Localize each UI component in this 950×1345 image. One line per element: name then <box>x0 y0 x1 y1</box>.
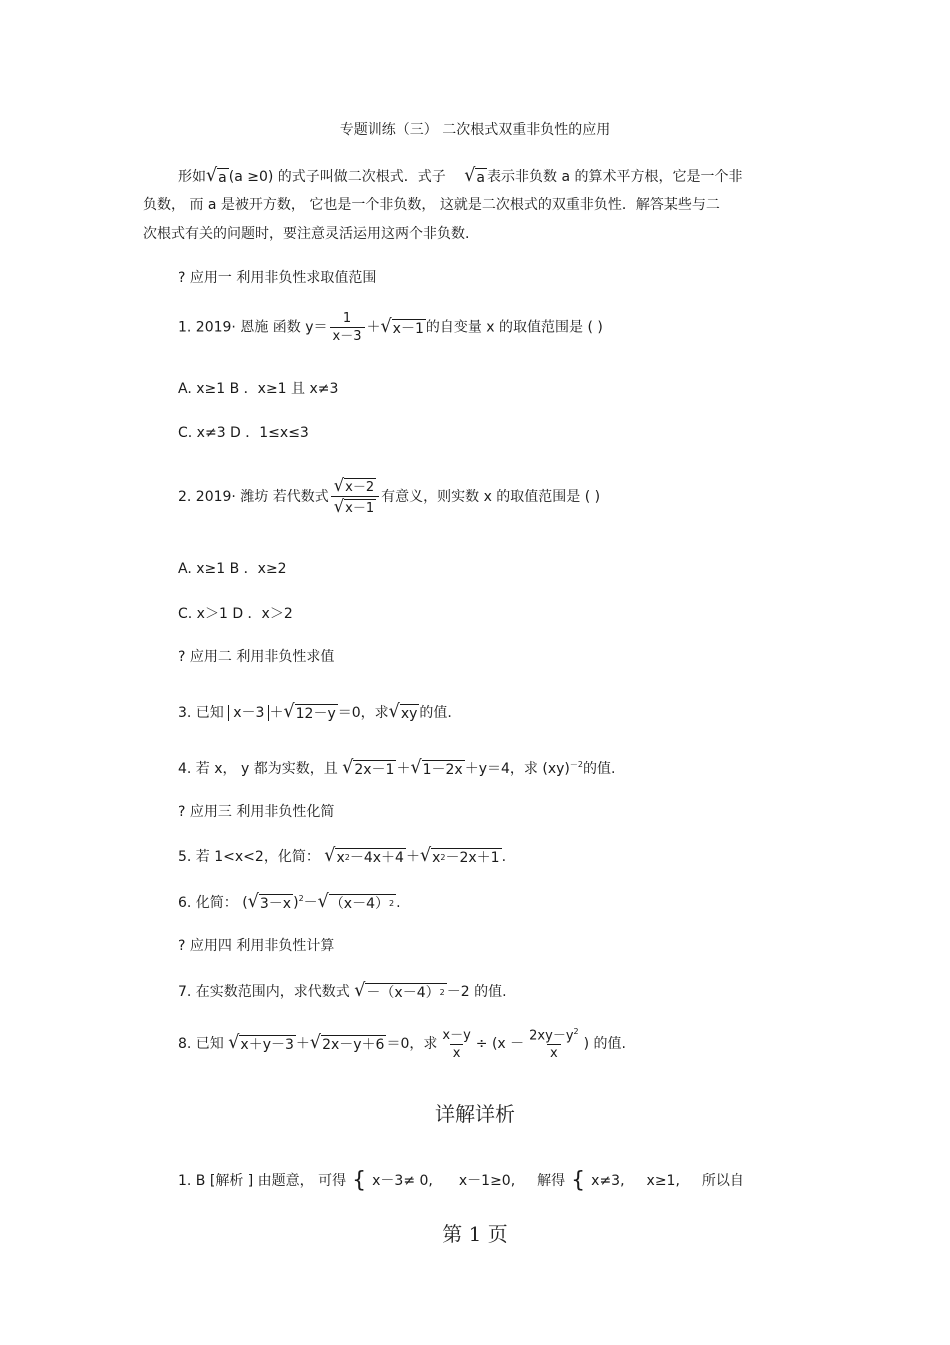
section-2-heading: ? 应用二 利用非负性求值 <box>178 649 335 665</box>
sqrt: √ x 2 －2x＋1 <box>419 845 500 867</box>
sqrt: √ xy <box>388 701 418 723</box>
section-1-heading: ? 应用一 利用非负性求取值范围 <box>178 270 377 286</box>
answer-1: 1. B [解析 ] 由题意， 可得 { x－3≠ 0, x－1≥0, 解得 { x≠3, x≥1, 所以自 <box>178 1168 744 1193</box>
sqrt: √ x＋y－3 <box>228 1032 294 1054</box>
sqrt: √ x－1 <box>380 316 424 338</box>
brace-icon: { <box>571 1168 586 1193</box>
sqrt-a: √ a <box>206 165 227 187</box>
question-5: 5. 若 1<x<2，化简： √ x 2 －4x＋4 ＋ √ x 2 －2x＋1 . <box>178 845 507 867</box>
intro-line-1 <box>178 165 743 187</box>
sqrt: √ 2x－1 <box>342 757 395 779</box>
question-2: 2. 2019· 潍坊 若代数式 √ x－2 √ x－1 有意义，则实数 x 的取值范围是 ( ) <box>178 475 601 517</box>
fraction: $\frac{x-y}{x}$ <box>442 1027 471 1061</box>
fraction: $\frac{2xy-y^2}{x}$ <box>529 1027 579 1062</box>
section-4-heading: ? 应用四 利用非负性计算 <box>178 938 335 954</box>
brace-icon: { <box>352 1168 367 1193</box>
sqrt: √ 1－2x <box>410 757 463 779</box>
sqrt: √ 3－x <box>247 891 292 913</box>
intro-line-3: 次根式有关的问题时，要注意灵活运用这两个非负数. <box>143 226 470 242</box>
question-1-options-cd: C. x≠3 D ．1≤x≤3 <box>178 425 309 441</box>
sqrt: √ x 2 －4x＋4 <box>324 845 404 867</box>
answers-title: 详解详析 <box>435 1102 515 1126</box>
page-title: 专题训练（三） 二次根式双重非负性的应用 <box>339 122 611 138</box>
question-6: 6. 化简： ( √ 3－x )$^2$－ √ （x－4） 2 . <box>178 891 401 913</box>
absolute-value: x－3 <box>228 705 269 721</box>
sqrt: √ －（x－4） 2 <box>354 980 445 1002</box>
intro-text: 形如 <box>178 168 206 185</box>
intro-text: (a ≥0) 的式子叫做二次根式．式子 <box>228 168 446 185</box>
intro-line-2: 负数， 而 a 是被开方数， 它也是一个非负数， 这就是二次根式的双重非负性．解答某些与二 <box>143 197 720 213</box>
sqrt-a-2: √ a <box>464 165 485 187</box>
section-3-heading: ? 应用三 利用非负性化简 <box>178 804 335 820</box>
question-4: 4. 若 x， y 都为实数，且 √ 2x－1 ＋ √ 1－2x ＋y＝4，求 (xy)$^{-2}$的值. <box>178 757 616 779</box>
intro-text: 表示非负数 a 的算术平方根，它是一个非 <box>487 168 743 185</box>
question-2-options-cd: C. x＞1 D ．x＞2 <box>178 606 293 622</box>
fraction: $\frac{1}{x-3}$ <box>330 312 365 343</box>
question-3: 3. 已知 x－3 ＋ √ 12－y ＝0，求 √ xy 的值. <box>178 701 452 723</box>
question-1: 1. 2019· 恩施 函数 y＝ $\frac{1}{x-3}$ ＋ √ x－1 的自变量 x 的取值范围是 ( ) <box>178 311 603 344</box>
sqrt: √ 2x－y＋6 <box>309 1032 385 1054</box>
page-number: 第 1 页 <box>442 1222 508 1246</box>
question-7: 7. 在实数范围内，求代数式 √ －（x－4） 2 －2 的值. <box>178 980 507 1002</box>
question-8: 8. 已知 √ x＋y－3 ＋ √ 2x－y＋6 ＝0，求 $\frac{x-y}{x}$ ÷ (x － $\frac{2xy-y^2}{x}$ ) 的值. <box>178 1027 626 1062</box>
question-2-options-ab: A. x≥1 B ．x≥2 <box>178 561 287 577</box>
question-1-options-ab: A. x≥1 B ．x≥1 且 x≠3 <box>178 381 339 397</box>
fraction: √ x－2 √ x－1 <box>331 478 379 516</box>
sqrt: √ （x－4） 2 <box>317 891 395 913</box>
sqrt: √ 12－y <box>283 701 336 723</box>
